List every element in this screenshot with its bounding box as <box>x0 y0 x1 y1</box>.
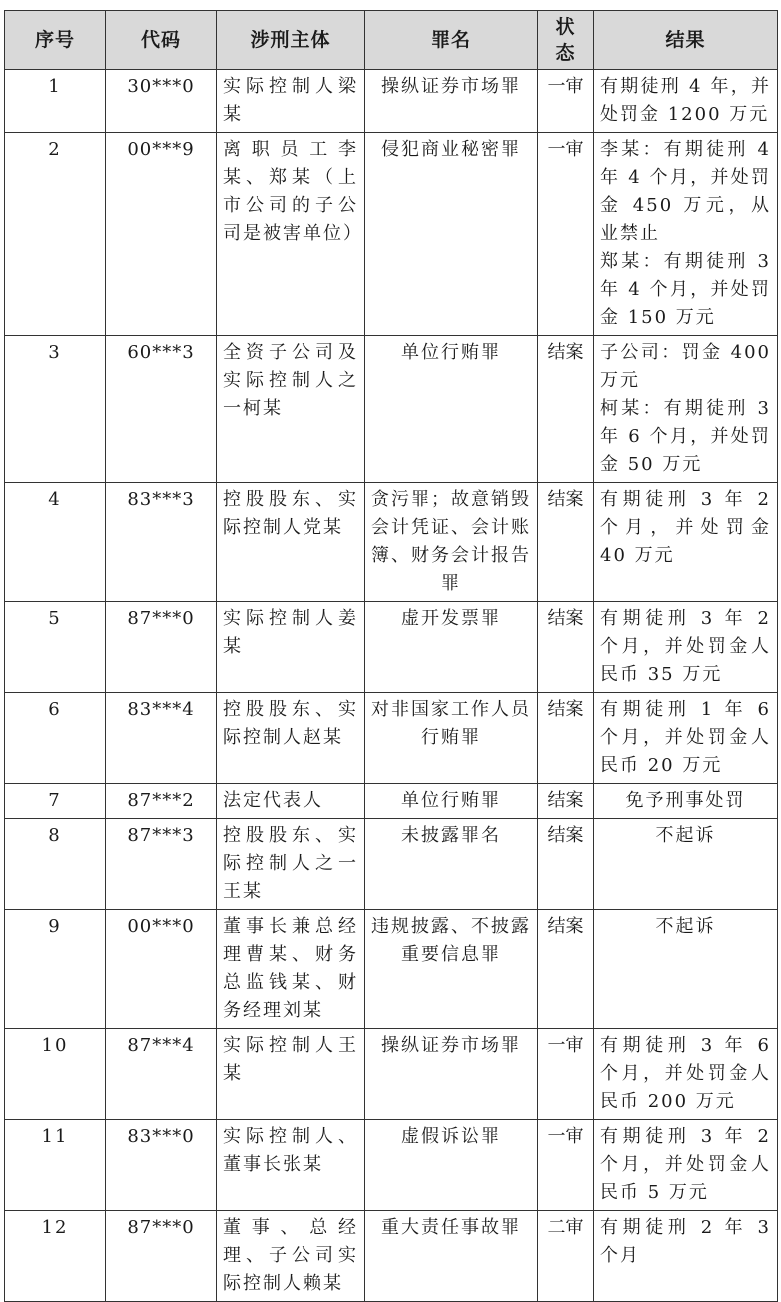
crime-name: 虚开发票罪 <box>365 602 538 693</box>
criminal-subject: 离职员工李某、郑某（上市公司的子公司是被害单位） <box>217 133 365 336</box>
header-status <box>538 11 594 70</box>
case-status: 结案 <box>538 336 594 483</box>
header-no: 序号 <box>5 11 106 70</box>
case-result-line: 李某：有期徒刑 4 年 4 个月，并处罚金 450 万元，从业禁止 <box>600 139 771 244</box>
row-number: 5 <box>5 602 106 693</box>
case-status: 一审 <box>538 133 594 336</box>
stock-code: 87***0 <box>106 1211 217 1302</box>
case-result-line: 柯某：有期徒刑 3 年 6 个月，并处罚金 50 万元 <box>600 398 771 475</box>
case-result-line: 子公司：罚金 400 万元 <box>600 342 771 391</box>
row-number: 10 <box>5 1029 106 1120</box>
criminal-subject: 实际控制人姜某 <box>217 602 365 693</box>
criminal-subject: 控股股东、实际控制人之一王某 <box>217 819 365 910</box>
criminal-subject: 董事、总经理、子公司实际控制人赖某 <box>217 1211 365 1302</box>
table-row <box>5 693 778 784</box>
crime-name: 虚假诉讼罪 <box>365 1120 538 1211</box>
table-row <box>5 1120 778 1211</box>
crime-name: 对非国家工作人员行贿罪 <box>365 693 538 784</box>
table-row <box>5 70 778 133</box>
case-result-line: 有期徒刑 3 年 2 个月，并处罚金 40 万元 <box>600 489 771 566</box>
stock-code: 30***0 <box>106 70 217 133</box>
stock-code: 83***4 <box>106 693 217 784</box>
criminal-subject: 全资子公司及实际控制人之一柯某 <box>217 336 365 483</box>
criminal-subject: 董事长兼总经理曹某、财务总监钱某、财务经理刘某 <box>217 910 365 1029</box>
criminal-subject: 控股股东、实际控制人党某 <box>217 483 365 602</box>
header-result: 结果 <box>594 11 778 70</box>
stock-code: 00***9 <box>106 133 217 336</box>
case-result <box>594 602 778 693</box>
case-result-line: 郑某：有期徒刑 3 年 4 个月，并处罚金 150 万元 <box>600 251 771 328</box>
case-status: 结案 <box>538 483 594 602</box>
stock-code: 60***3 <box>106 336 217 483</box>
crime-name: 单位行贿罪 <box>365 336 538 483</box>
table-row <box>5 1211 778 1302</box>
table-body <box>5 70 778 1302</box>
case-result <box>594 1120 778 1211</box>
case-result <box>594 693 778 784</box>
crime-name: 操纵证券市场罪 <box>365 1029 538 1120</box>
case-status: 结案 <box>538 784 594 819</box>
case-result <box>594 1211 778 1302</box>
case-status: 二审 <box>538 1211 594 1302</box>
case-result-line: 有期徒刑 3 年 2 个月，并处罚金人民币 5 万元 <box>600 1126 771 1203</box>
table-row <box>5 336 778 483</box>
case-result <box>594 483 778 602</box>
crime-name: 操纵证券市场罪 <box>365 70 538 133</box>
case-status: 一审 <box>538 1029 594 1120</box>
case-result <box>594 133 778 336</box>
stock-code: 87***0 <box>106 602 217 693</box>
criminal-subject: 实际控制人梁某 <box>217 70 365 133</box>
table-row <box>5 819 778 910</box>
header-row <box>5 11 778 70</box>
row-number: 8 <box>5 819 106 910</box>
crime-name: 重大责任事故罪 <box>365 1211 538 1302</box>
case-status: 结案 <box>538 910 594 1029</box>
case-status: 结案 <box>538 819 594 910</box>
header-code: 代码 <box>106 11 217 70</box>
row-number: 3 <box>5 336 106 483</box>
case-result <box>594 70 778 133</box>
case-result-line: 免予刑事处罚 <box>625 790 746 811</box>
criminal-subject: 法定代表人 <box>217 784 365 819</box>
crime-name: 贪污罪；故意销毁会计凭证、会计账簿、财务会计报告罪 <box>365 483 538 602</box>
row-number: 2 <box>5 133 106 336</box>
header-status-label: 状态 <box>555 16 576 64</box>
case-result-line: 有期徒刑 1 年 6 个月，并处罚金人民币 20 万元 <box>600 699 771 776</box>
row-number: 9 <box>5 910 106 1029</box>
stock-code: 87***3 <box>106 819 217 910</box>
case-result <box>594 819 778 910</box>
case-result <box>594 1029 778 1120</box>
stock-code: 83***3 <box>106 483 217 602</box>
row-number: 4 <box>5 483 106 602</box>
case-result-line: 有期徒刑 4 年，并处罚金 1200 万元 <box>600 76 771 125</box>
case-result <box>594 784 778 819</box>
criminal-subject: 实际控制人王某 <box>217 1029 365 1120</box>
crime-name: 未披露罪名 <box>365 819 538 910</box>
criminal-subject: 控股股东、实际控制人赵某 <box>217 693 365 784</box>
crime-name: 单位行贿罪 <box>365 784 538 819</box>
case-result <box>594 910 778 1029</box>
case-result-line: 有期徒刑 3 年 6 个月，并处罚金人民币 200 万元 <box>600 1035 771 1112</box>
case-result-line: 不起诉 <box>655 825 716 846</box>
table-row <box>5 483 778 602</box>
stock-code: 87***2 <box>106 784 217 819</box>
crime-name: 违规披露、不披露重要信息罪 <box>365 910 538 1029</box>
criminal-cases-table <box>4 10 778 1302</box>
case-status: 结案 <box>538 693 594 784</box>
table-row <box>5 1029 778 1120</box>
case-status: 结案 <box>538 602 594 693</box>
case-result-line: 有期徒刑 3 年 2 个月，并处罚金人民币 35 万元 <box>600 608 771 685</box>
header-crime: 罪名 <box>365 11 538 70</box>
row-number: 6 <box>5 693 106 784</box>
row-number: 1 <box>5 70 106 133</box>
row-number: 11 <box>5 1120 106 1211</box>
stock-code: 83***0 <box>106 1120 217 1211</box>
table-row <box>5 133 778 336</box>
stock-code: 87***4 <box>106 1029 217 1120</box>
case-result-line: 不起诉 <box>655 916 716 937</box>
criminal-subject: 实际控制人、董事长张某 <box>217 1120 365 1211</box>
header-subject: 涉刑主体 <box>217 11 365 70</box>
table-row <box>5 784 778 819</box>
row-number: 12 <box>5 1211 106 1302</box>
table-row <box>5 910 778 1029</box>
table-row <box>5 602 778 693</box>
stock-code: 00***0 <box>106 910 217 1029</box>
case-status: 一审 <box>538 1120 594 1211</box>
case-status: 一审 <box>538 70 594 133</box>
case-result <box>594 336 778 483</box>
crime-name: 侵犯商业秘密罪 <box>365 133 538 336</box>
case-result-line: 有期徒刑 2 年 3 个月 <box>600 1217 771 1266</box>
row-number: 7 <box>5 784 106 819</box>
